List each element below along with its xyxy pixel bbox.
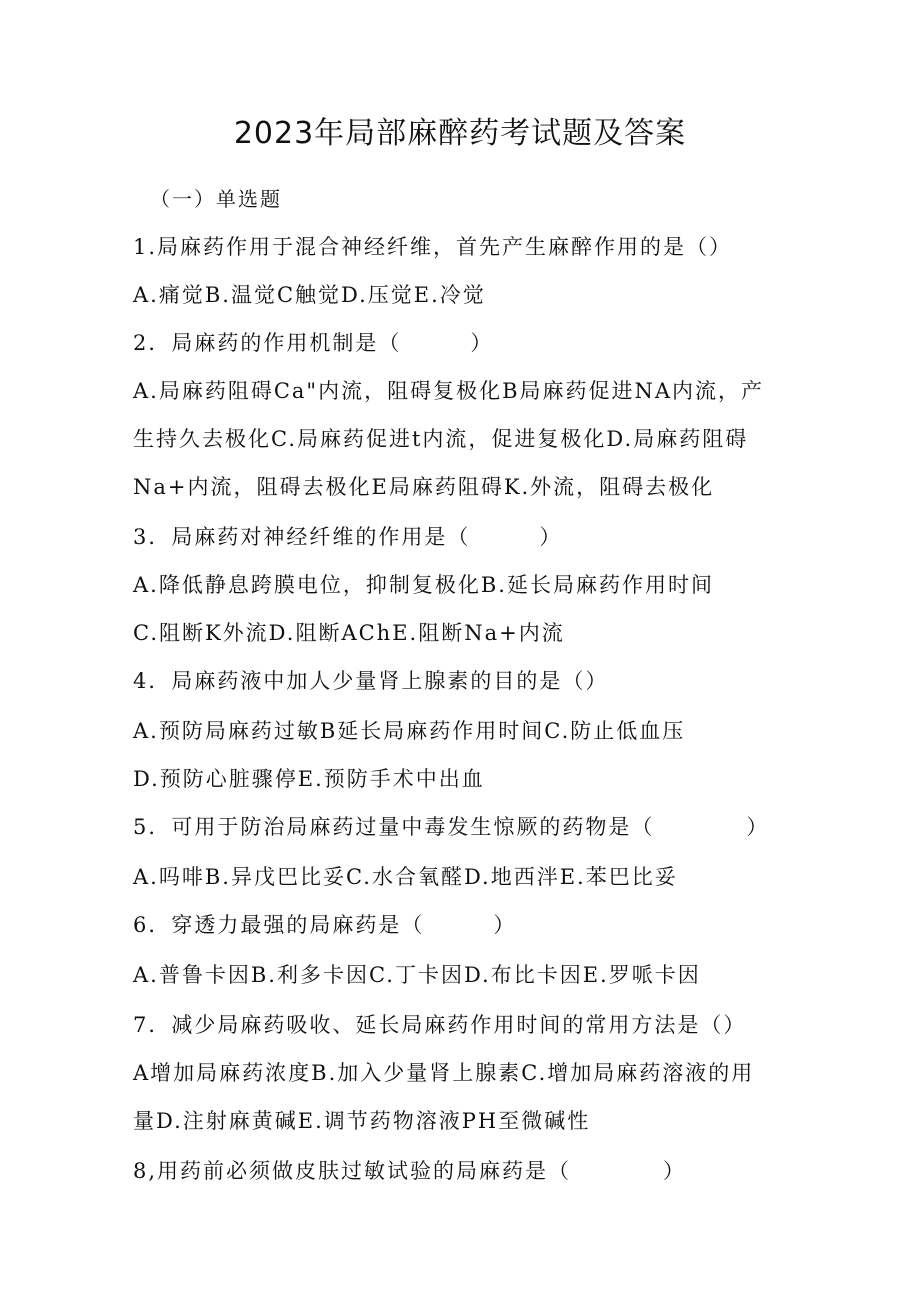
options-7-line-2: 量D.注射麻黄碱E.调节药物溶液PH至微碱性	[133, 1109, 591, 1133]
options-7-line-1: A增加局麻药浓度B.加入少量肾上腺素C.增加局麻药溶液的用	[133, 1061, 755, 1085]
options-2-line-3: Na+内流，阻碍去极化E局麻药阻碍K.外流，阻碍去极化	[133, 475, 715, 499]
options-2-line-2: 生持久去极化C.局麻药促进t内流，促进复极化D.局麻药阻碍	[133, 427, 749, 451]
question-6: 6．穿透力最强的局麻药是（ ）	[133, 913, 517, 937]
section-heading: （一）单选题	[150, 187, 282, 211]
options-4-line-2: D.预防心脏骤停E.预防手术中出血	[133, 767, 485, 791]
question-8: 8,用药前必须做皮肤过敏试验的局麻药是（ ）	[133, 1159, 687, 1183]
options-3-line-1: A.降低静息跨膜电位，抑制复极化B.延长局麻药作用时间	[133, 573, 714, 597]
options-5: A.吗啡B.异戊巴比妥C.水合氧醛D.地西泮E.苯巴比妥	[133, 865, 678, 889]
question-5: 5．可用于防治局麻药过量中毒发生惊厥的药物是（ ）	[133, 815, 770, 839]
options-4-line-1: A.预防局麻药过敏B延长局麻药作用时间C.防止低血压	[133, 719, 686, 743]
options-3-line-2: C.阻断K外流D.阻断AChE.阻断Na+内流	[133, 621, 565, 645]
options-2-line-1: A.局麻药阻碍Ca"内流，阻碍复极化B局麻药促进NA内流，产	[133, 379, 765, 403]
question-4: 4．局麻药液中加人少量肾上腺素的目的是（）	[133, 669, 609, 693]
question-2: 2．局麻药的作用机制是（ ）	[133, 331, 494, 355]
options-6: A.普鲁卡因B.利多卡因C.丁卡因D.布比卡因E.罗哌卡因	[133, 963, 701, 987]
document-title: 2023年局部麻醉药考试题及答案	[233, 116, 687, 151]
options-1: A.痛觉B.温觉C触觉D.压觉E.冷觉	[133, 283, 486, 307]
question-7: 7．减少局麻药吸收、延长局麻药作用时间的常用方法是（）	[133, 1013, 747, 1037]
question-1: 1.局麻药作用于混合神经纤维，首先产生麻醉作用的是（）	[133, 235, 733, 259]
question-3: 3．局麻药对神经纤维的作用是（ ）	[133, 525, 563, 549]
